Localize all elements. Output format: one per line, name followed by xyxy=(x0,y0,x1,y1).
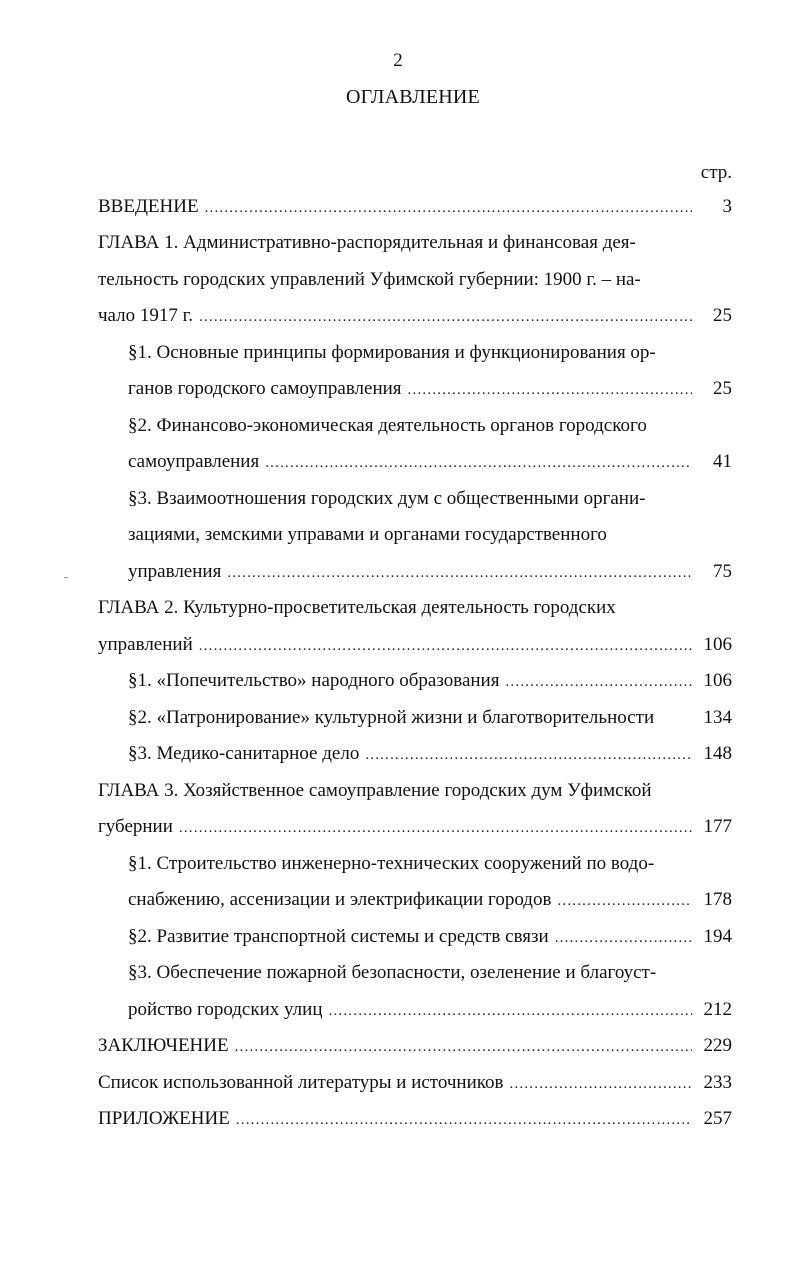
toc-page-number: 25 xyxy=(713,378,732,399)
toc-line: ЗАКЛЮЧЕНИЕ xyxy=(98,1035,229,1056)
toc-line: §2. Финансово-экономическая деятельность органов городского xyxy=(128,415,647,436)
margin-mark xyxy=(64,577,68,578)
toc-entry-ch1-sec1[interactable] xyxy=(128,338,656,368)
dot-leader xyxy=(199,631,692,661)
page-column-label: стр. xyxy=(700,162,732,183)
toc-line: самоуправления xyxy=(128,451,260,472)
toc-page-number: 178 xyxy=(703,889,732,910)
toc-line: чало 1917 г. xyxy=(98,305,194,326)
toc-line-continued xyxy=(128,557,698,587)
toc-entry-introduction[interactable] xyxy=(98,192,698,222)
toc-line: ройство городских улиц xyxy=(128,999,323,1020)
dot-leader xyxy=(329,996,693,1026)
toc-line: ГЛАВА 3. Хозяйственное самоуправление городских дум Уфимской xyxy=(98,780,652,801)
toc-entry-ch3-sec3[interactable] xyxy=(128,958,656,988)
toc-page-number: 106 xyxy=(703,670,732,691)
toc-line: ПРИЛОЖЕНИЕ xyxy=(98,1108,230,1129)
toc-page-number: 106 xyxy=(703,634,732,655)
page-number: 2 xyxy=(393,50,403,71)
toc-entry-ch1-sec2[interactable] xyxy=(128,411,647,441)
toc-line: губернии xyxy=(98,816,173,837)
toc-line-continued xyxy=(128,995,698,1025)
dot-leader xyxy=(365,740,692,770)
toc-line: §3. Взаимоотношения городских дум с общественными органи- xyxy=(128,488,646,509)
toc-line: ганов городского самоуправления xyxy=(128,378,402,399)
dot-leader xyxy=(265,448,692,478)
toc-line: ГЛАВА 2. Культурно-просветительская деятельность городских xyxy=(98,597,616,618)
toc-line-continued xyxy=(98,265,641,295)
toc-entry-chapter-2[interactable] xyxy=(98,593,616,623)
dot-leader xyxy=(236,1105,692,1135)
toc-page-number: 194 xyxy=(703,926,732,947)
toc-entry-conclusion[interactable] xyxy=(98,1031,698,1061)
toc-page-number: 257 xyxy=(703,1108,732,1129)
toc-page-number: 134 xyxy=(703,707,732,728)
toc-line-continued xyxy=(98,630,698,660)
toc-page-number: 177 xyxy=(703,816,732,837)
dot-leader xyxy=(408,375,692,405)
toc-line: §3. Обеспечение пожарной безопасности, озеленение и благоуст- xyxy=(128,962,657,983)
toc-entry-bibliography[interactable] xyxy=(98,1068,698,1098)
toc-line: ГЛАВА 1. Административно-распорядительная и финансовая дея- xyxy=(98,232,636,253)
toc-title: ОГЛАВЛЕНИЕ xyxy=(346,86,480,108)
dot-leader xyxy=(235,1032,692,1062)
toc-entry-ch3-sec1[interactable] xyxy=(128,849,654,879)
dot-leader xyxy=(227,558,692,588)
toc-line-continued xyxy=(128,447,698,477)
toc-line-continued xyxy=(128,520,607,550)
toc-line: §1. Строительство инженерно-технических сооружений по водо- xyxy=(128,853,655,874)
toc-line-continued xyxy=(128,885,698,915)
toc-line: зациями, земскими управами и органами государственного xyxy=(128,524,607,545)
toc-line: §2. «Патронирование» культурной жизни и благотворительности xyxy=(128,707,655,728)
toc-entry-appendix[interactable] xyxy=(98,1104,698,1134)
toc-line: управлений xyxy=(98,634,193,655)
toc-line-continued xyxy=(98,301,698,331)
toc-page-number: 3 xyxy=(722,196,732,217)
dot-leader xyxy=(505,667,692,697)
toc-page-number: 75 xyxy=(713,561,732,582)
toc-line: снабжению, ассенизации и электрификации городов xyxy=(128,889,552,910)
dot-leader xyxy=(510,1069,693,1099)
toc-page-number: 212 xyxy=(703,999,732,1020)
toc-line: ВВЕДЕНИЕ xyxy=(98,196,199,217)
toc-line: тельность городских управлений Уфимской губернии: 1900 г. – на- xyxy=(98,269,641,290)
toc-page-number: 41 xyxy=(713,451,732,472)
toc-entry-chapter-3[interactable] xyxy=(98,776,652,806)
toc-page-number: 229 xyxy=(703,1035,732,1056)
dot-leader xyxy=(199,302,692,332)
toc-line: §3. Медико-санитарное дело xyxy=(128,743,360,764)
toc-line-continued xyxy=(128,374,698,404)
toc-line: управления xyxy=(128,561,222,582)
toc-entry-ch2-sec3[interactable] xyxy=(128,739,698,769)
dot-leader xyxy=(205,193,692,223)
dot-leader xyxy=(557,886,692,916)
toc-page-number: 148 xyxy=(703,743,732,764)
toc-entry-ch2-sec1[interactable] xyxy=(128,666,698,696)
toc-entry-ch1-sec3[interactable] xyxy=(128,484,645,514)
toc-page-number: 233 xyxy=(703,1072,732,1093)
toc-entry-ch3-sec2[interactable] xyxy=(128,922,698,952)
toc-entry-ch2-sec2[interactable] xyxy=(128,703,654,733)
toc-line: §2. Развитие транспортной системы и средств связи xyxy=(128,926,549,947)
toc-line: Список использованной литературы и источников xyxy=(98,1072,504,1093)
toc-line-continued xyxy=(98,812,698,842)
dot-leader xyxy=(179,813,692,843)
dot-leader xyxy=(555,923,692,953)
toc-page-number: 25 xyxy=(713,305,732,326)
toc-line: §1. Основные принципы формирования и функционирования ор- xyxy=(128,342,656,363)
toc-entry-chapter-1[interactable] xyxy=(98,228,636,258)
toc-line: §1. «Попечительство» народного образования xyxy=(128,670,500,691)
